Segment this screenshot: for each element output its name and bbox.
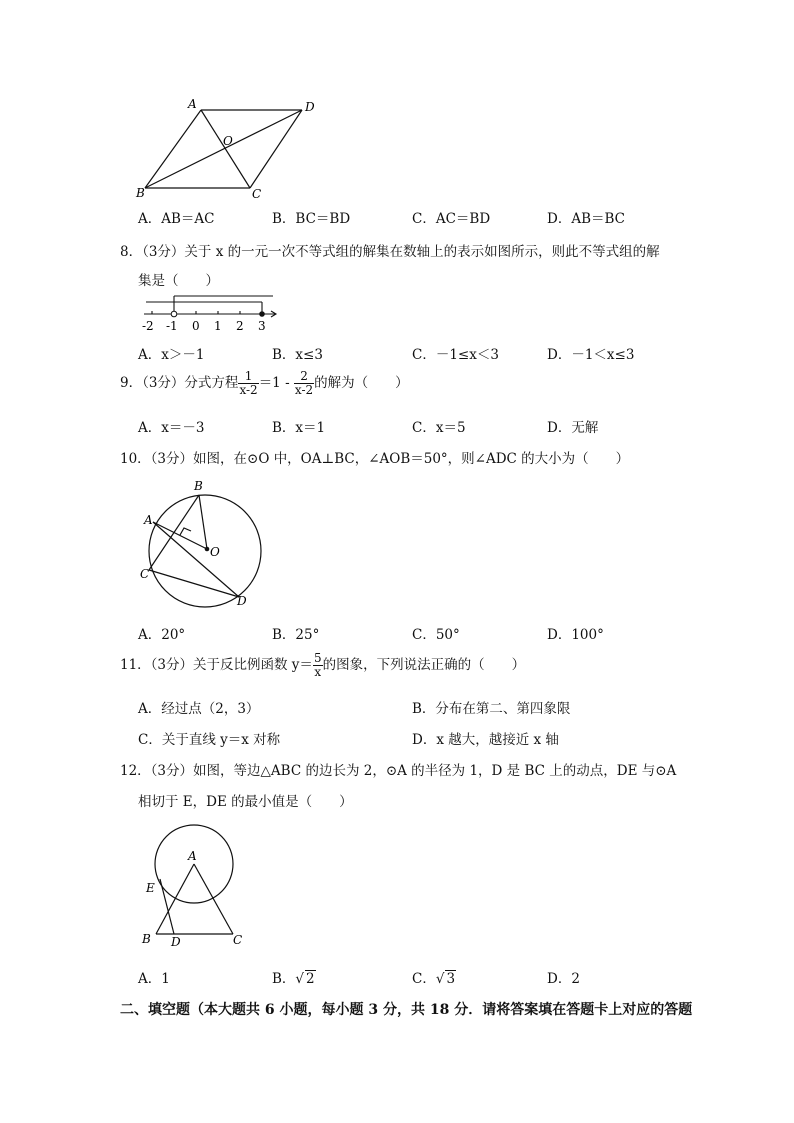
- q9-stem: [120, 370, 409, 397]
- q11-prefix: 11．（3分）关于反比例函数 y＝: [120, 657, 313, 673]
- q12-stem-line2: 相切于 E，DE 的最小值是（ ）: [138, 794, 353, 810]
- q12-option-b-radicand: 2: [306, 971, 315, 987]
- q9-option-d[interactable]: D．无解: [547, 420, 599, 436]
- q7-option-b[interactable]: B．BC＝BD: [272, 211, 351, 227]
- q9-option-c[interactable]: C．x＝5: [412, 420, 466, 436]
- q9-fraction-1: [238, 370, 258, 397]
- q8-tick-label: -2: [142, 319, 154, 333]
- q8-stem-line1: 8．（3分）关于 x 的一元一次不等式组的解集在数轴上的表示如图所示，则此不等式组的解: [120, 244, 660, 260]
- q12-label-d: D: [171, 935, 181, 949]
- sqrt-icon: √: [435, 971, 445, 987]
- q11-option-d[interactable]: D．x 越大，越接近 x 轴: [412, 732, 559, 748]
- q10-label-d: D: [237, 594, 247, 608]
- q12-stem-line1: 12．（3分）如图，等边△ABC 的边长为 2，⊙A 的半径为 1，D 是 BC 上的动点，DE 与⊙A: [120, 763, 677, 779]
- q12-option-c-prefix: C．: [412, 971, 436, 987]
- q10-option-a[interactable]: A．20°: [138, 627, 186, 643]
- q9-f1-numerator: 1: [238, 370, 258, 384]
- q10-label-o: O: [210, 545, 220, 559]
- q11-suffix: 的图象，下列说法正确的（ ）: [322, 657, 526, 673]
- q9-prefix: 9．（3分）分式方程: [120, 375, 239, 391]
- q10-option-d[interactable]: D．100°: [547, 627, 604, 643]
- q10-stem: 10．（3分）如图，在⊙O 中，OA⊥BC，∠AOB＝50°，则∠ADC 的大小为（ ）: [120, 451, 630, 467]
- sqrt-icon: √: [295, 971, 305, 987]
- fig7-label-c: C: [252, 187, 262, 201]
- q12-label-c: C: [233, 933, 243, 947]
- q9-mid: ＝1 -: [258, 375, 294, 391]
- q12-option-c[interactable]: [412, 967, 456, 987]
- q8-option-b[interactable]: B．x≤3: [272, 347, 323, 363]
- q8-option-d[interactable]: D．－1＜x≤3: [547, 347, 635, 363]
- q8-option-a[interactable]: A．x＞－1: [138, 347, 205, 363]
- q9-suffix: 的解为（ ）: [314, 375, 409, 391]
- q11-denominator: x: [314, 665, 322, 679]
- q11-numerator: 5: [313, 651, 322, 665]
- q9-fraction-2: [294, 370, 314, 397]
- q10-center-point: [205, 547, 210, 552]
- q10-label-b: B: [194, 479, 203, 493]
- fig7-label-b: B: [136, 186, 145, 200]
- q8-tick-label: 1: [214, 319, 222, 333]
- q12-label-a: A: [188, 849, 197, 863]
- fig7-label-d: D: [305, 100, 315, 114]
- q12-option-b[interactable]: [272, 967, 316, 987]
- q12-label-e: E: [146, 881, 155, 895]
- q7-parallelogram-figure: [130, 95, 330, 205]
- section-2-heading: 二、填空题（本大题共 6 小题，每小题 3 分，共 18 分．请将答案填在答题卡上对应的答题: [120, 1002, 693, 1018]
- q11-option-b[interactable]: B．分布在第二、第四象限: [412, 701, 571, 717]
- q7-option-a[interactable]: A．AB＝AC: [138, 211, 215, 227]
- q11-option-c[interactable]: C．关于直线 y＝x 对称: [138, 732, 281, 748]
- q8-stem-line2: 集是（ ）: [138, 273, 219, 289]
- q10-label-c: C: [140, 567, 150, 581]
- q8-open-point: [171, 311, 177, 317]
- q9-f2-numerator: 2: [294, 370, 314, 384]
- q12-option-d[interactable]: D．2: [547, 971, 580, 987]
- q7-option-d[interactable]: D．AB＝BC: [547, 211, 625, 227]
- q8-solid-point: [259, 311, 265, 317]
- fig7-label-o: O: [223, 134, 233, 148]
- q8-number-line-figure: [136, 292, 286, 334]
- q12-triangle-circle-figure: [136, 822, 256, 952]
- q9-option-a[interactable]: A．x＝－3: [138, 420, 205, 436]
- q12-option-b-prefix: B．: [272, 971, 296, 987]
- q7-option-c[interactable]: C．AC＝BD: [412, 211, 491, 227]
- fig7-label-a: A: [188, 97, 197, 111]
- q8-tick-label: 0: [192, 319, 200, 333]
- q8-tick-label: 2: [236, 319, 244, 333]
- q10-option-c[interactable]: C．50°: [412, 627, 460, 643]
- q9-option-b[interactable]: B．x＝1: [272, 420, 326, 436]
- q8-tick-label: -1: [166, 319, 178, 333]
- q10-label-a: A: [144, 513, 153, 527]
- q10-option-b[interactable]: B．25°: [272, 627, 320, 643]
- q11-fraction: [313, 652, 323, 679]
- q8-option-c[interactable]: C．－1≤x＜3: [412, 347, 499, 363]
- q11-option-a[interactable]: A．经过点（2，3）: [138, 701, 260, 717]
- q12-option-c-radicand: 3: [446, 971, 456, 987]
- q8-tick-label: 3: [258, 319, 266, 333]
- q9-f1-denominator: x-2: [239, 383, 258, 397]
- q12-label-b: B: [142, 932, 151, 946]
- q9-f2-denominator: x-2: [294, 383, 314, 397]
- q10-circle-figure: [136, 476, 271, 611]
- q11-stem: [120, 652, 525, 679]
- q12-option-a[interactable]: A．1: [138, 971, 170, 987]
